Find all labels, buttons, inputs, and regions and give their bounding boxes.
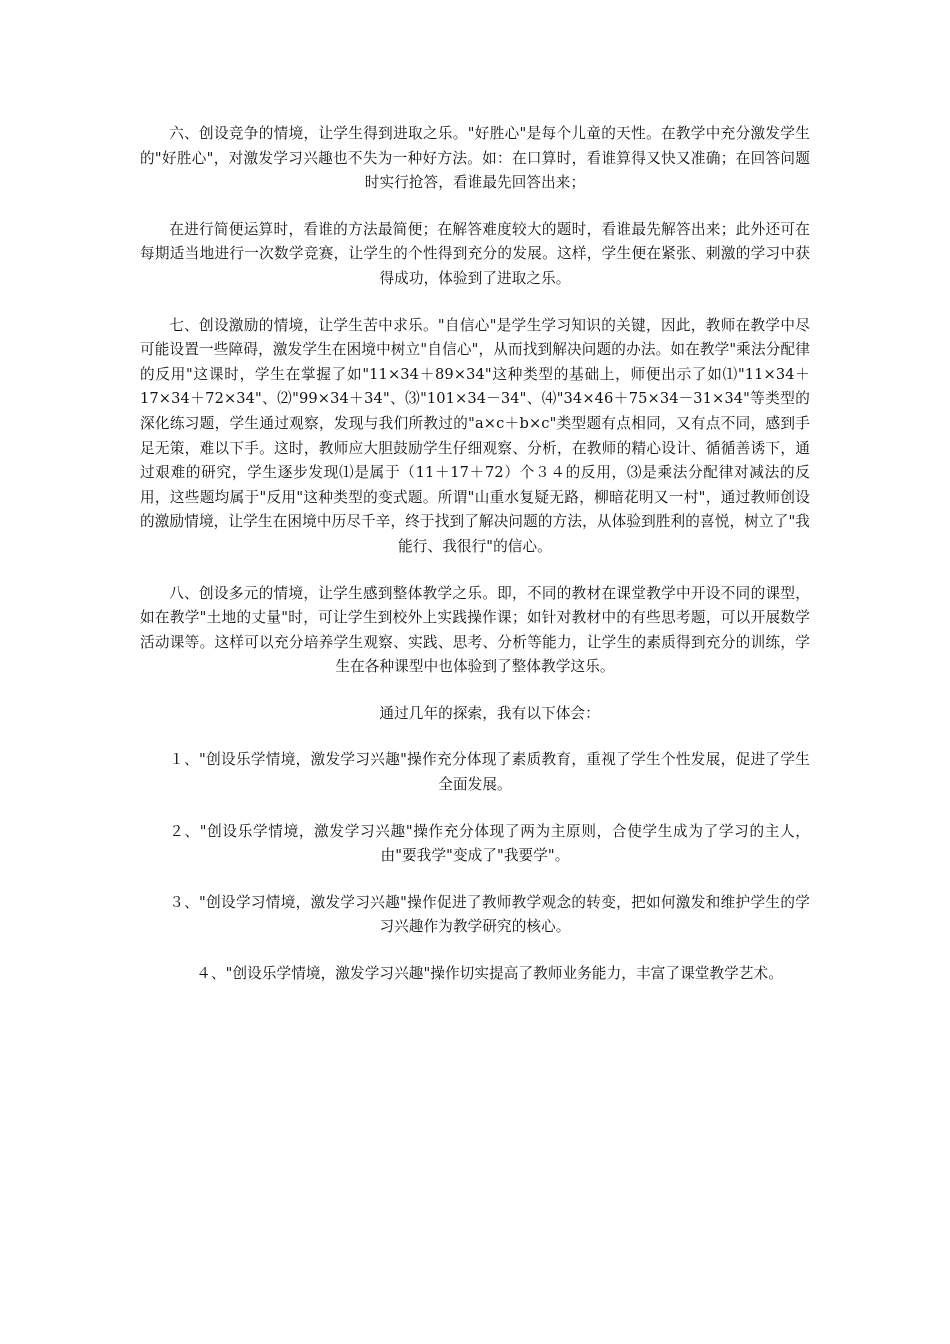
document-page xyxy=(140,122,810,1009)
list-item: ２、"创设乐学情境，激发学习兴趣"操作充分体现了两为主原则，合使学生成为了学习的主人，由"要我学"变成了"我要学"。 xyxy=(169,822,810,865)
paragraph-encouragement: 七、创设激励的情境，让学生苦中求乐。"自信心"是学生学习知识的关键，因此，教师在教学中尽可能设置一些障碍，激发学生在困境中树立"自信心"，从而找到解决问题的办法。如在教学"乘法分配律的反用"这课时，学生在掌握了如"11×34＋89×34"这种类型的基础上，师便出示了如⑴"11×34＋17×34＋72×34"、⑵"99×34＋34"、⑶"101×34－34"、⑷"34×46＋75×34－31×34"等类型的深化练习题，学生通过观察，发现与我们所教过的"a×c＋b×c"类型题有点相同，又有点不同，感到手足无策，难以下手。这时，教师应大胆鼓励学生仔细观察、分析，在教师的精心设计、循循善诱下，通过艰难的研究，学生逐步发现⑴是属于（11＋17＋72）个３４的反用，⑶是乘法分配律对减法的反用，这些题均属于"反用"这种类型的变式题。所谓"山重水复疑无路，柳暗花明又一村"，通过教师创设的激励情境，让学生在困境中历尽千辛，终于找到了解决问题的方法，从体验到胜利的喜悦，树立了"我能行、我很行"的信心。 xyxy=(140,316,810,555)
paragraph-intro: 通过几年的探索，我有以下体会： xyxy=(379,704,600,722)
paragraph-simplified-calc: 在进行简便运算时，看谁的方法最简便；在解答难度较大的题时，看谁最先解答出来；此外还可在每期适当地进行一次数学竞赛，让学生的个性得到充分的发展。这样，学生便在紧张、刺激的学习中获得成功，体验到了进取之乐。 xyxy=(140,220,810,287)
list-item: ４、"创设乐学情境，激发学习兴趣"操作切实提高了教师业务能力，丰富了课堂教学艺术。 xyxy=(196,965,783,983)
paragraph-competition: 六、创设竞争的情境，让学生得到进取之乐。"好胜心"是每个儿童的天性。在教学中充分激发学生的"好胜心"，对激发学习兴趣也不失为一种好方法。如：在口算时，看谁算得又快又准确；在回答问题时实行抢答，看谁最先回答出来； xyxy=(140,125,810,192)
conclusion-list xyxy=(140,748,810,986)
list-item: ３、"创设学习情境，激发学习兴趣"操作促进了教师教学观念的转变，把如何激发和维护学生的学习兴趣作为教学研究的核心。 xyxy=(169,893,810,936)
list-item: １、"创设乐学情境，激发学习兴趣"操作充分体现了素质教育，重视了学生个性发展，促进了学生全面发展。 xyxy=(169,751,810,794)
paragraph-diverse: 八、创设多元的情境，让学生感到整体教学之乐。即，不同的教材在课堂教学中开设不同的课型，如在教学"土地的丈量"时，可让学生到校外上实践操作课；如针对教材中的有些思考题，可以开展数学活动课等。这样可以充分培养学生观察、实践、思考、分析等能力，让学生的素质得到充分的训练，学生在各种课型中也体验到了整体教学这乐。 xyxy=(140,584,810,676)
